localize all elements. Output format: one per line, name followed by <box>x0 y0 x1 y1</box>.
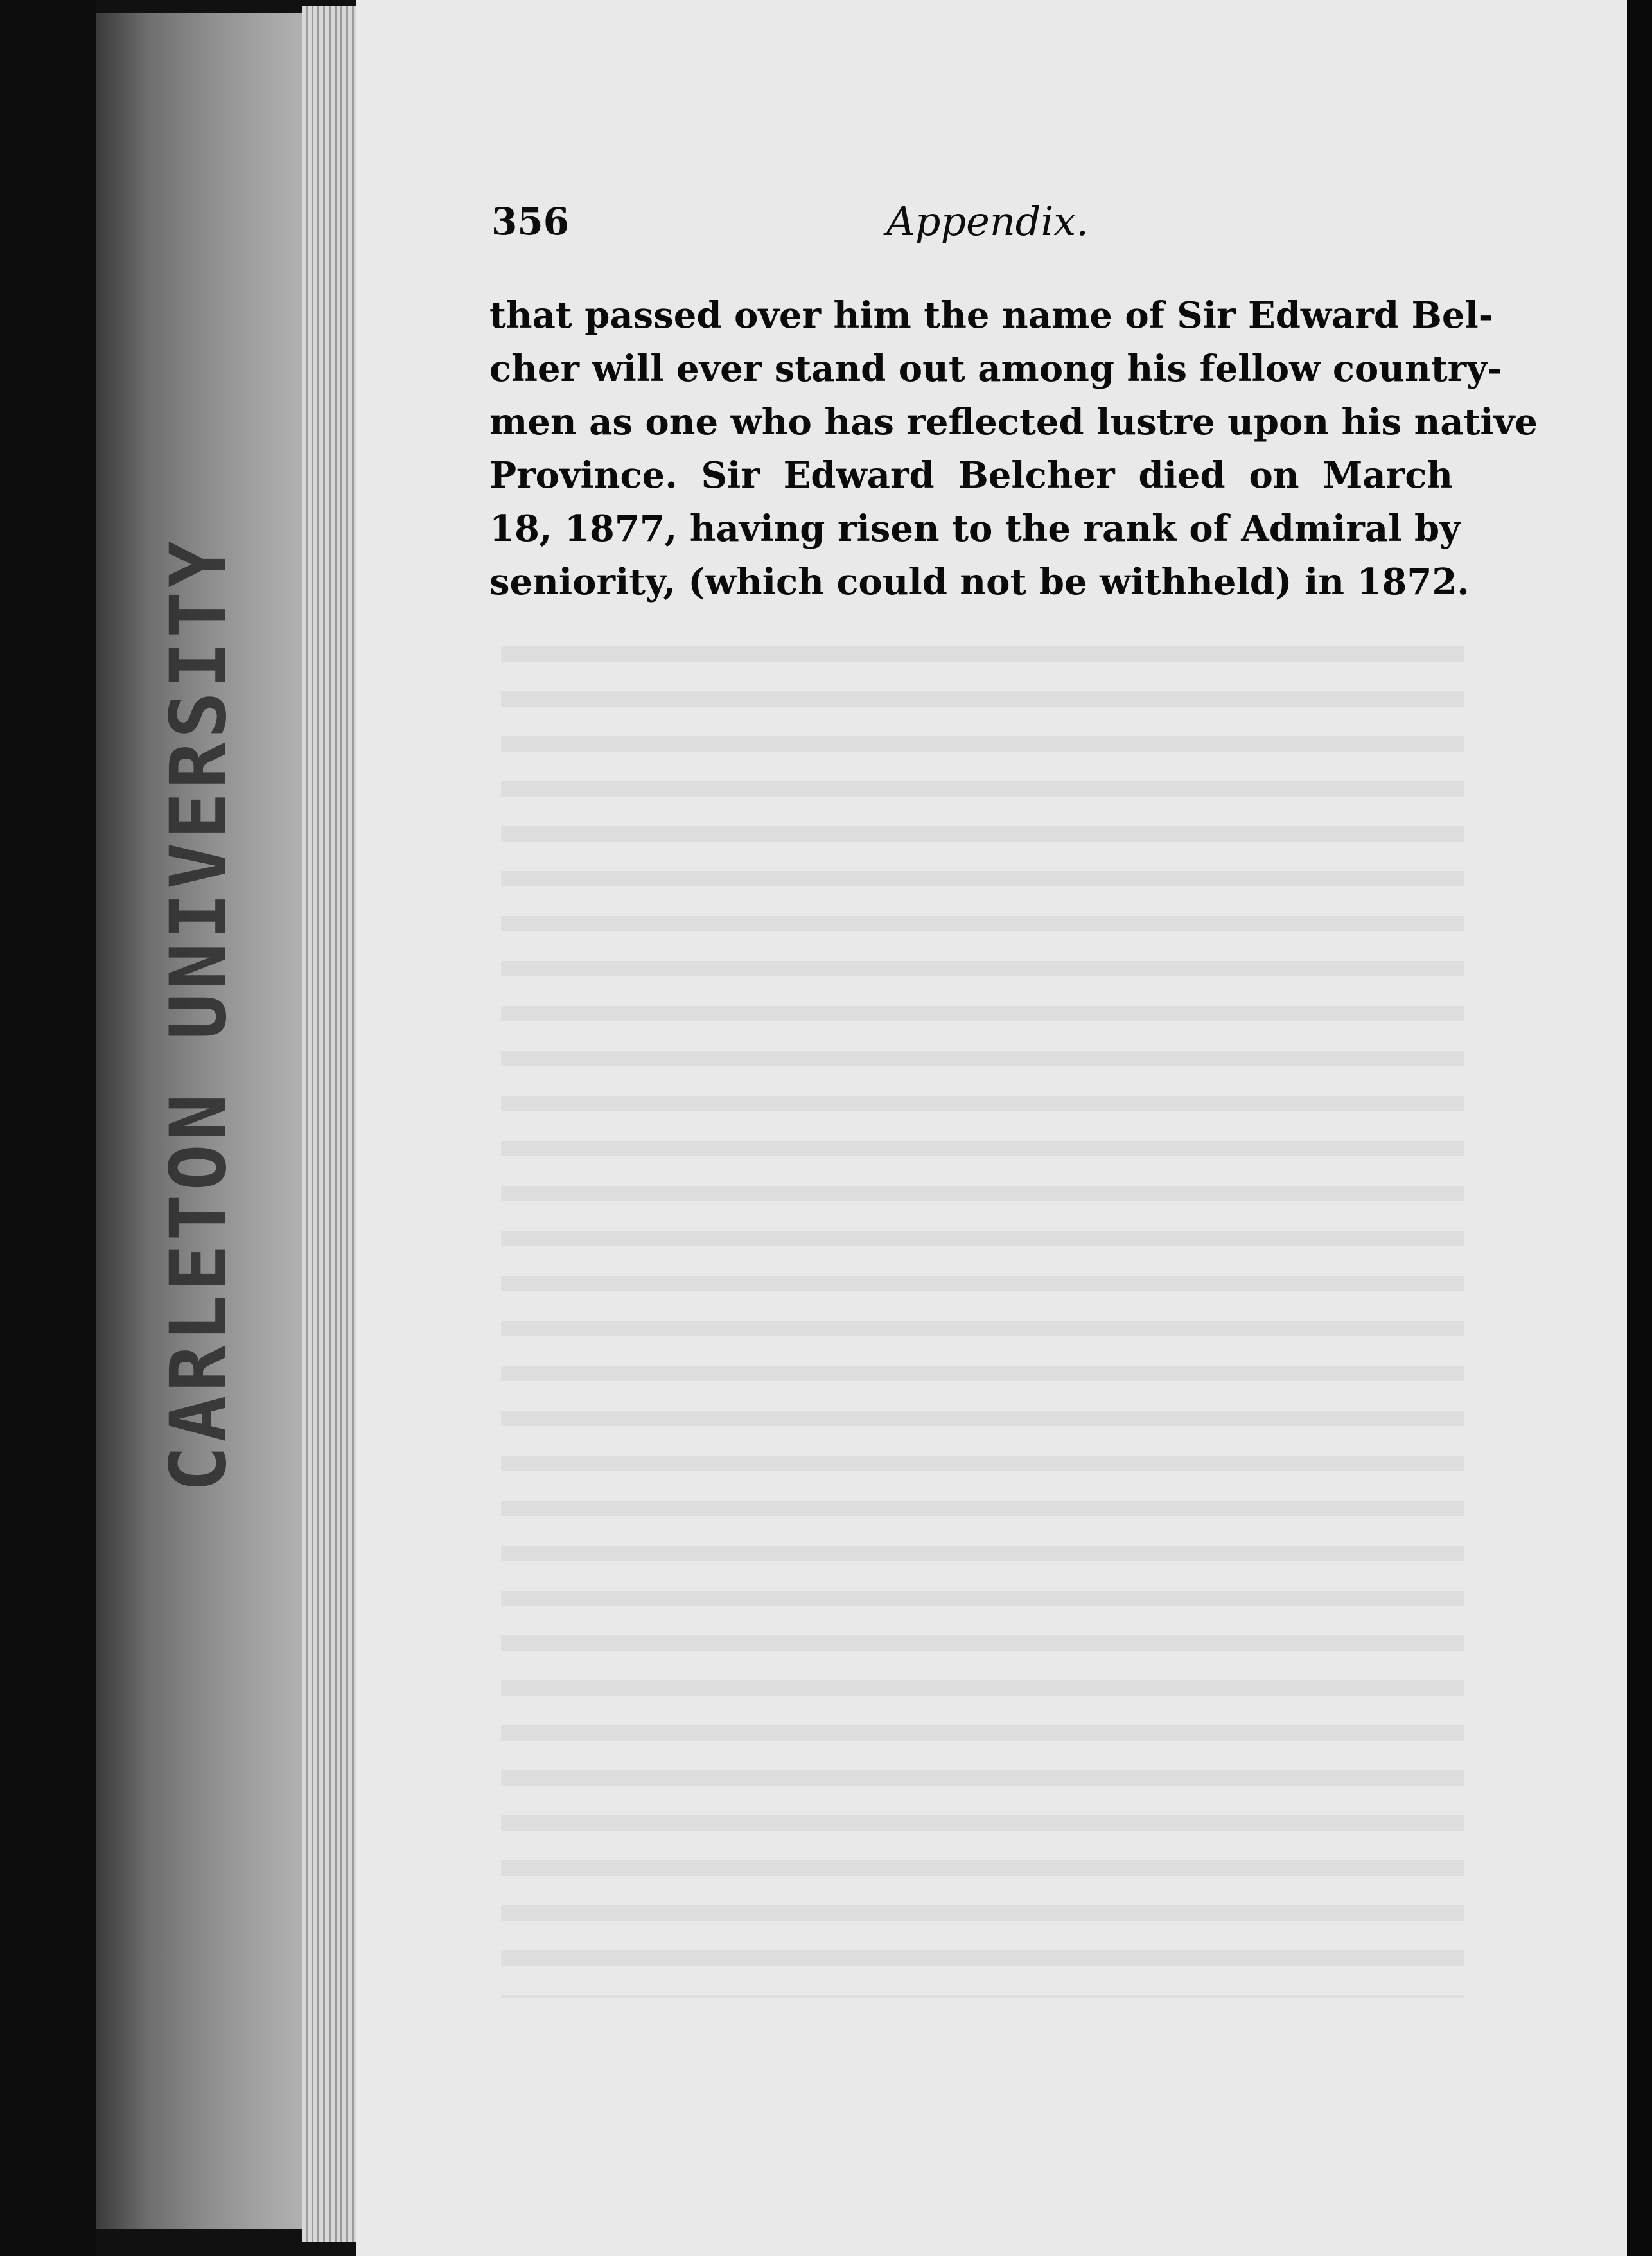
text-line: 18, 1877, having risen to the rank of Admiral by <box>489 507 1461 550</box>
scan-border-right <box>1627 0 1652 2256</box>
text-line: cher will ever stand out among his fellow country- <box>489 348 1502 390</box>
page-number: 356 <box>491 200 570 243</box>
text-line: seniority, (which could not be withheld) in 1872. <box>489 561 1470 603</box>
text-line: that passed over him the name of Sir Edward Bel- <box>489 294 1493 337</box>
body-paragraph <box>489 289 1538 609</box>
scan-border-left <box>0 0 96 2256</box>
running-head: Appendix. <box>886 198 1089 245</box>
library-stamp: CARLETON UNIVERSITY <box>154 537 244 1493</box>
text-line: men as one who has reflected lustre upon his native <box>489 401 1538 443</box>
show-through-texture <box>501 617 1464 1998</box>
text-line: Province. Sir Edward Belcher died on March <box>489 454 1453 497</box>
page-stack <box>302 6 360 2242</box>
page-header <box>491 193 1455 251</box>
